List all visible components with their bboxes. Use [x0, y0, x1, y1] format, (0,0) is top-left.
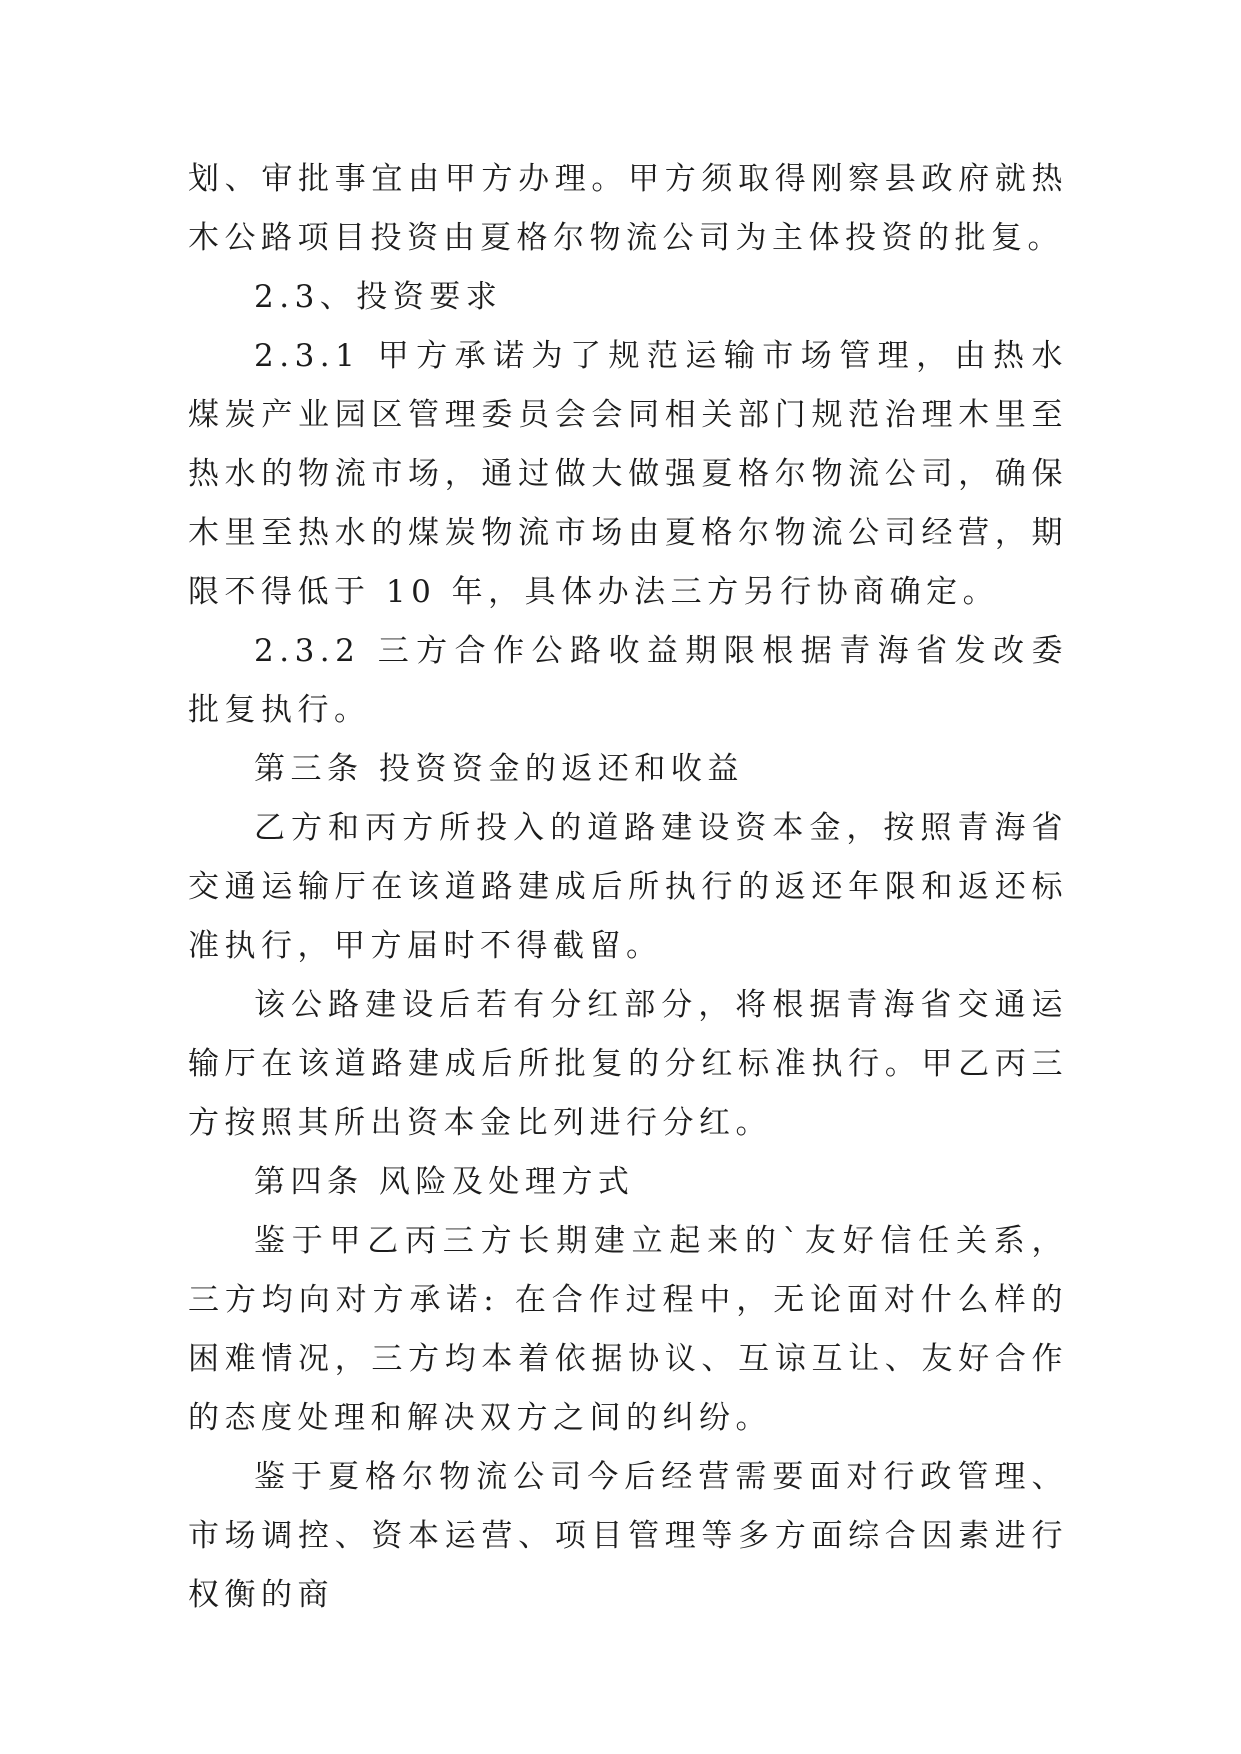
paragraph-2-3-2: 2.3.2 三方合作公路收益期限根据青海省发改委批复执行。	[188, 633, 1068, 728]
paragraph-dispute-resolution: 鉴于甲乙丙三方长期建立起来的`友好信任关系，三方均向对方承诺: 在合作过程中，无论面对什么样的困难情况，三方均本着依据协议、互谅互让、友好合作的态度处理和解决双方之间的纠纷。	[188, 1223, 1068, 1436]
paragraph-capital-return: 乙方和丙方所投入的道路建设资本金，按照青海省交通运输厅在该道路建成后所执行的返还年限和返还标准执行，甲方届时不得截留。	[188, 810, 1068, 964]
article-heading-4: 第四条 风险及处理方式	[254, 1164, 635, 1200]
document-body	[188, 150, 1068, 1625]
article-heading-3: 第三条 投资资金的返还和收益	[254, 751, 744, 787]
paragraph-2-3-1: 2.3.1 甲方承诺为了规范运输市场管理，由热水煤炭产业园区管理委员会会同相关部门规范治理木里至热水的物流市场，通过做大做强夏格尔物流公司，确保木里至热水的煤炭物流市场由夏格尔物流公司经营，期限不得低于 10 年，具体办法三方另行协商确定。	[188, 338, 1068, 610]
section-heading-2-3: 2.3、投资要求	[254, 279, 503, 315]
paragraph-dividend: 该公路建设后若有分红部分，将根据青海省交通运输厅在该道路建成后所批复的分红标准执行。甲乙丙三方按照其所出资本金比列进行分红。	[188, 987, 1068, 1141]
paragraph-continuation: 划、审批事宜由甲方办理。甲方须取得刚察县政府就热木公路项目投资由夏格尔物流公司为主体投资的批复。	[188, 161, 1068, 256]
paragraph-operations: 鉴于夏格尔物流公司今后经营需要面对行政管理、市场调控、资本运营、项目管理等多方面综合因素进行权衡的商	[188, 1459, 1068, 1613]
